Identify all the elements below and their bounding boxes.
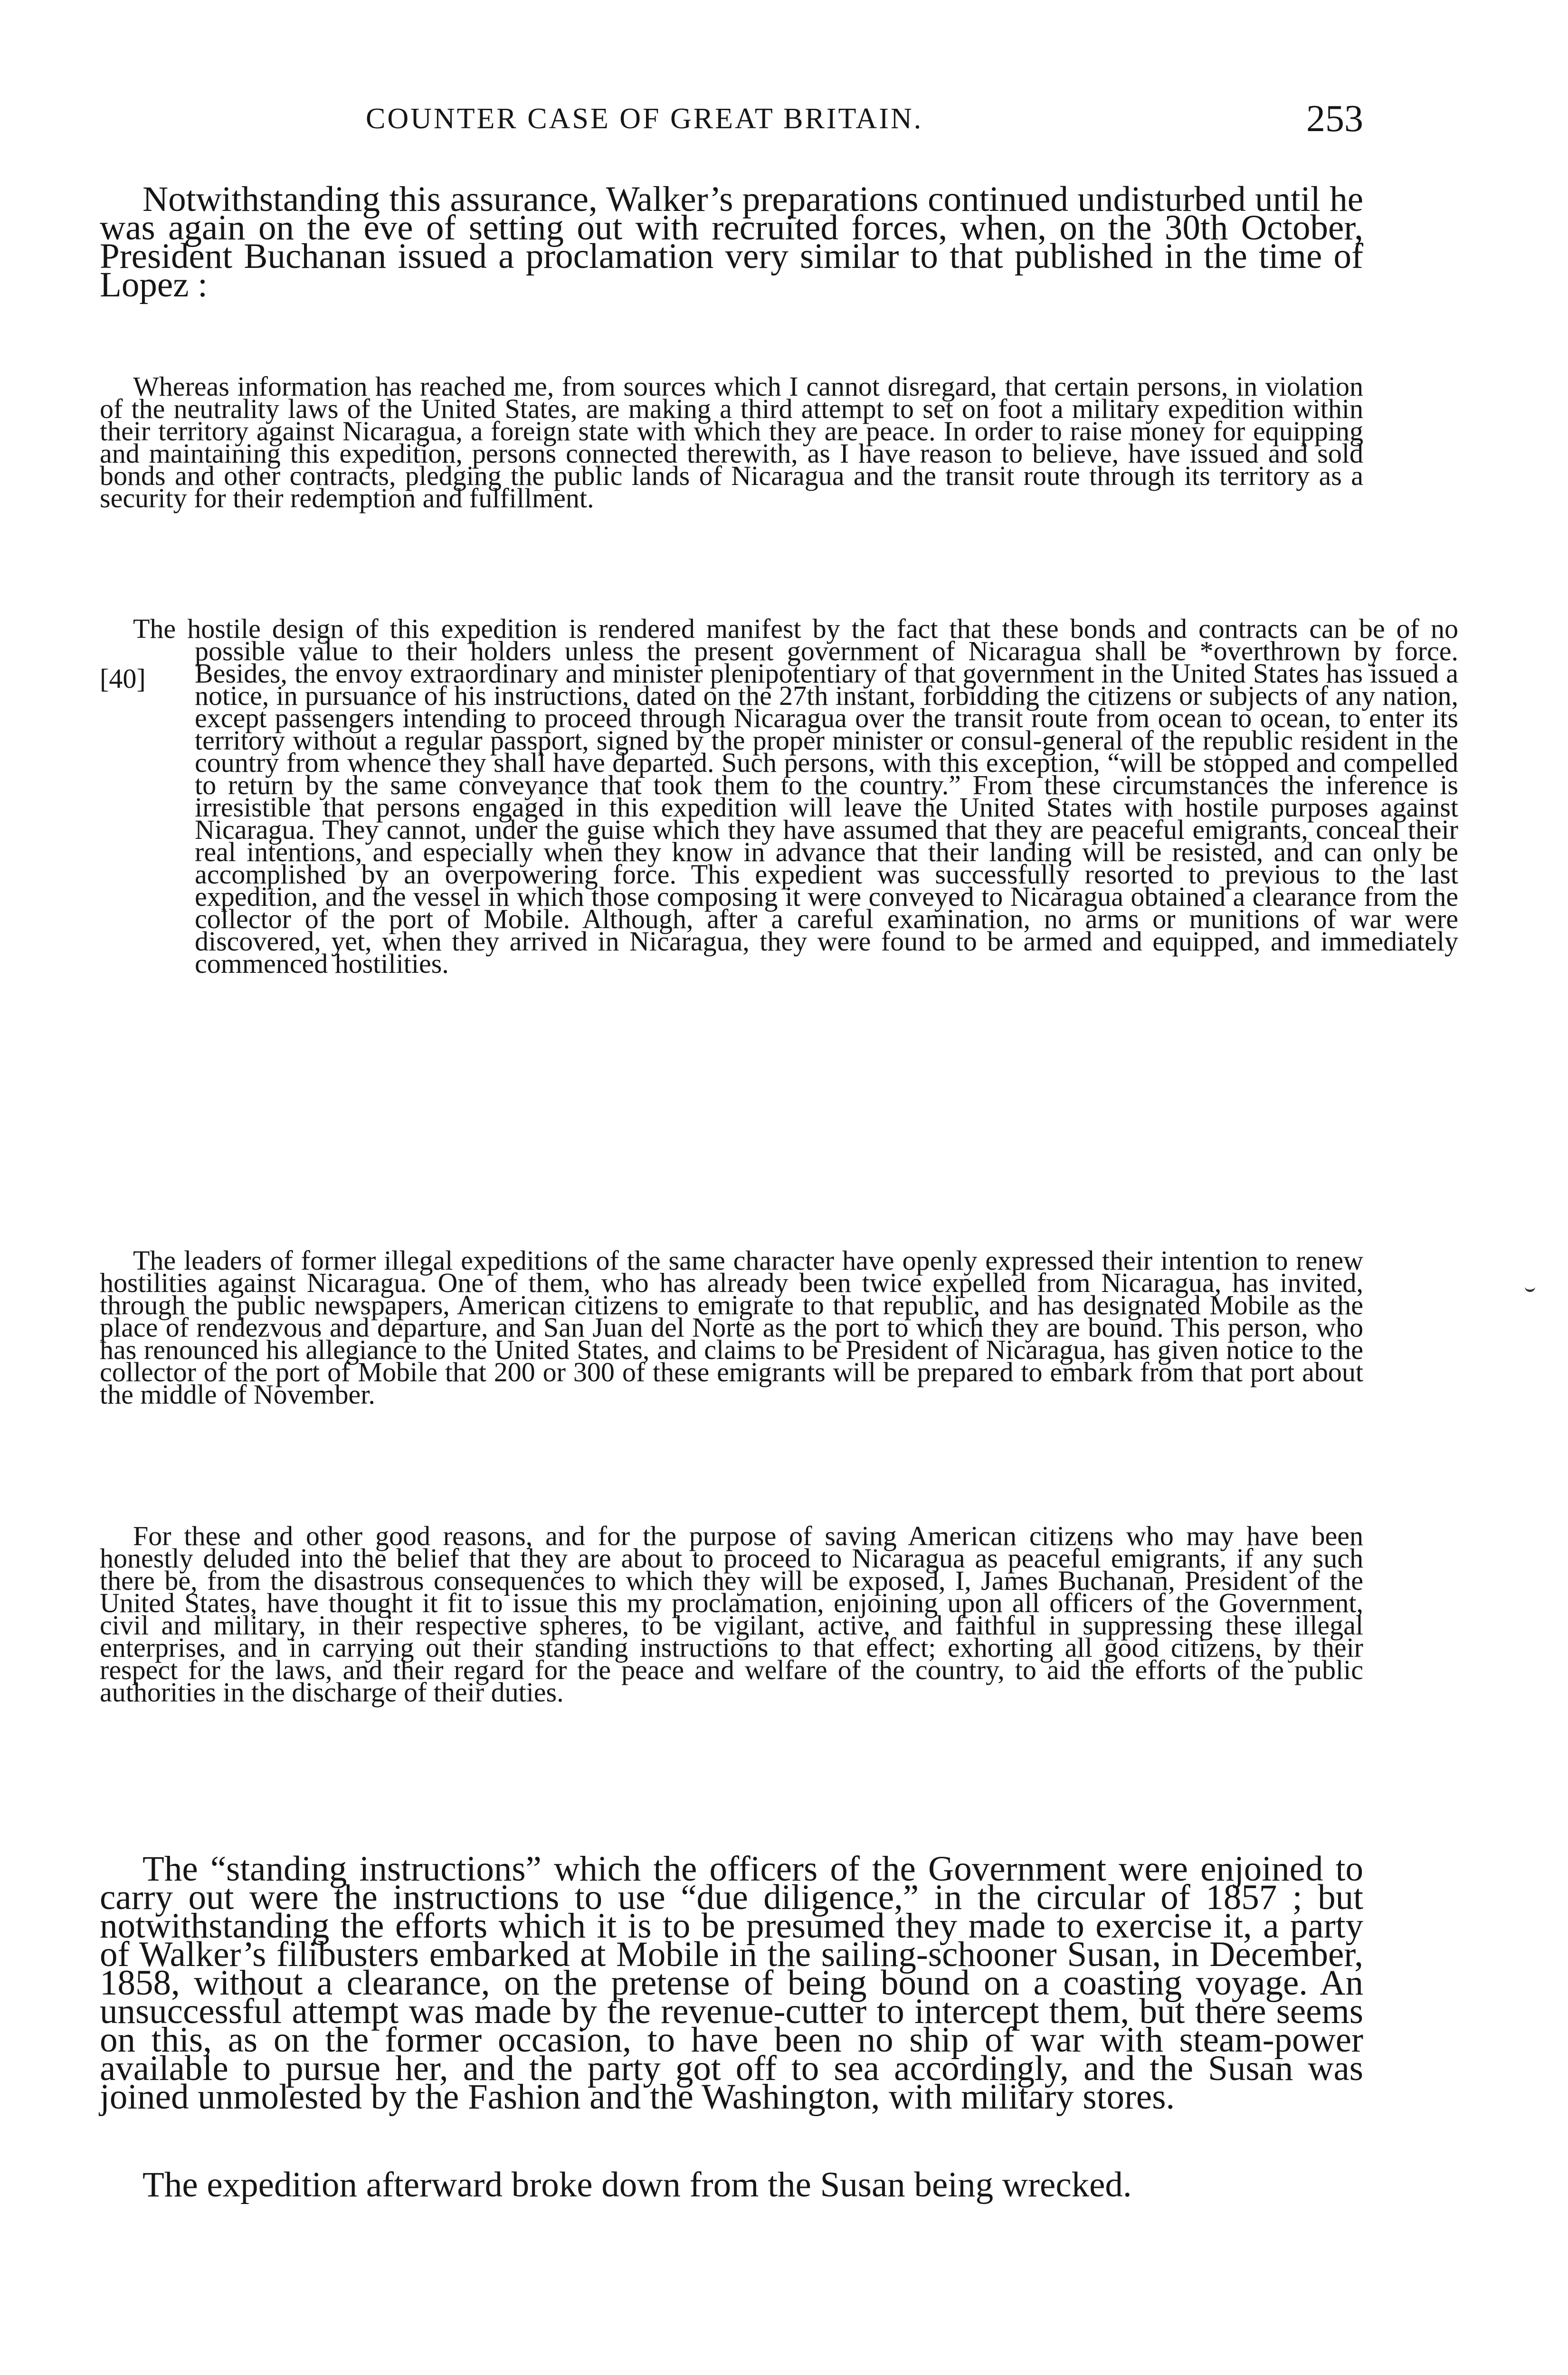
page-number: 253: [1306, 98, 1363, 140]
proclamation-paragraph-1: Whereas information has reached me, from sources which I cannot disregard, that certain persons, in violation of the neutrality laws of the United States, are making a third attempt to set on foot a military expedition within their territory against Nicaragua, a foreign state with which they are peace. In order to raise money for equipping and maintaining this expedition, persons connected therewith, as I have reason to believe, have issued and sold bonds and other contracts, pledging the public lands of Nicaragua and the transit route through its territory as a security for their redemption and fulfillment.: [100, 371, 1363, 513]
running-title: COUNTER CASE OF GREAT BRITAIN.: [366, 103, 923, 135]
intro-paragraph: Notwithstanding this assurance, Walker’s preparations continued undisturbed until he was again on the eve of setting out with recruited forces, when, on the 30th October, President Buchanan issued a proclamation very similar to that published in the time of Lopez :: [100, 180, 1363, 304]
proclamation-paragraph-3: The leaders of former illegal expeditions of the same character have openly expressed their intention to renew hostilities against Nicaragua. One of them, who has already been twice expelled from Nicaragua, has invited, through the public newspapers, American citizens to emigrate to that republic, and has designated Mobile as the place of rendezvous and departure, and San Juan del Norte as the port to which they are bound. This person, who has renounced his allegiance to the United States, and claims to be President of Nicaragua, has given notice to the collector of the port of Mobile that 200 or 300 of these emigrants will be prepared to embark from that port about the middle of November.: [100, 1245, 1363, 1410]
standing-instructions-paragraph: The “standing instructions” which the officers of the Government were enjoined to carry out were the instructions to use “due diligence,” in the circular of 1857 ; but notwithstanding the efforts which it is to be presumed they made to exercise it, a party of Walker’s filibusters embarked at Mobile in the sailing-schooner Susan, in December, 1858, without a clearance, on the pretense of being bound on a coasting voyage. An unsuccessful attempt was made by the revenue-cutter to intercept them, but there seems on this, as on the former occasion, to have been no ship of war with steam-power available to pursue her, and the party got off to sea accordingly, and the Susan was joined unmolested by the Fashion and the Washington, with military stores.: [100, 1849, 1363, 2117]
running-head: [100, 97, 1363, 150]
margin-mark: [1525, 1285, 1535, 1292]
margin-page-reference: [40]: [100, 663, 146, 694]
proclamation-paragraph-2: The hostile design of this expedition is rendered manifest by the fact that these bonds and contracts can be of no possible value to their holders unless the present government of Nicaragua shall be *overthrown by force. Besides, the envoy extraordinary and minister plenipotentiary of that government in the United States has issued a notice, in pursuance of his instructions, dated on the 27th instant, forbidding the citizens or subjects of any nation, except passengers intending to proceed through Nicaragua over the transit route from ocean to ocean, to enter its territory without a regular passport, signed by the proper minister or consul-general of the republic resident in the country from whence they shall have departed. Such persons, with this exception, “will be stopped and compelled to return by the same conveyance that took them to the country.” From these circumstances the inference is irresistible that persons engaged in this expedition will leave the United States with hostile purposes against Nicaragua. They cannot, under the guise which they have assumed that they are peaceful emigrants, conceal their real intentions, and especially when they know in advance that their landing will be resisted, and can only be accomplished by an overpowering force. This expedient was successfully resorted to previous to the last expedition, and the vessel in which those composing it were conveyed to Nicaragua obtained a clearance from the collector of the port of Mobile. Although, after a careful examination, no arms or munitions of war were discovered, yet, when they arrived in Nicaragua, they were found to be armed and equipped, and immediately commenced hostilities.: [133, 613, 1458, 979]
closing-paragraph: The expedition afterward broke down from the Susan being wrecked.: [143, 2165, 1132, 2204]
proclamation-paragraph-4: For these and other good reasons, and for the purpose of saving American citizens who may have been honestly deluded into the belief that they are about to proceed to Nicaragua as peaceful emigrants, if any such there be, from the disastrous consequences to which they will be exposed, I, James Buchanan, President of the United States, have thought it fit to issue this my proclamation, enjoining upon all officers of the Government, civil and military, in their respective spheres, to be vigilant, active, and faithful in suppressing these illegal enterprises, and in carrying out their standing instructions to that effect; exhorting all good citizens, by their respect for the laws, and their regard for the peace and welfare of the country, to aid the efforts of the public authorities in the discharge of their duties.: [100, 1520, 1363, 1708]
